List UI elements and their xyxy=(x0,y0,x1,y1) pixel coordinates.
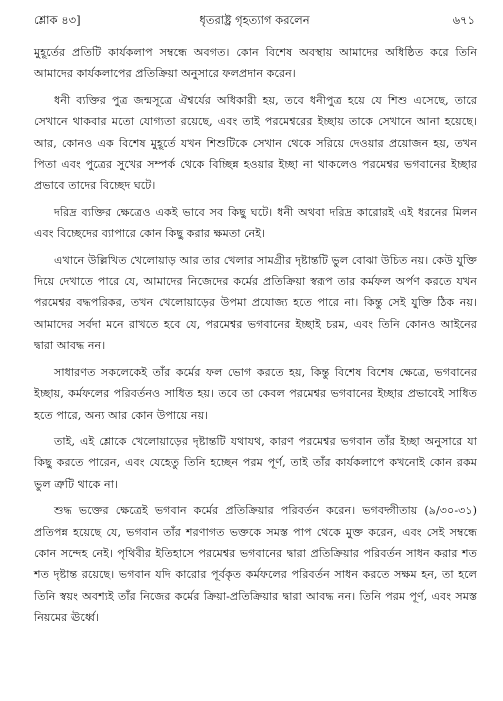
paragraph: এখানে উল্লিখিত খেলোয়াড় আর তার খেলার সামগ্রীর দৃষ্টান্তটি ভুল বোঝা উচিত নয়। কেউ যুক্তি দিয়ে দেখাতে পারে যে, আমাদের নিজেদের কর্মের প্রতিক্রিয়া স্বরূপ তার কর্মফল অর্পণ করতে যখন পরমেশ্বর বদ্ধপরিকর, তখন খেলোয়াড়ের উপমা প্রযোজ্য হতে পারে না। কিন্তু সেই যুক্তি ঠিক নয়। আমাদের সর্বদা মনে রাখতে হবে যে, পরমেশ্বর ভগবানের ইচ্ছাই চরম, এবং তিনি কোনও আইনের দ্বারা আবদ্ধ নন। xyxy=(34,253,477,353)
verse-reference: শ্লোক ৪৩] xyxy=(34,13,81,27)
body-text xyxy=(34,42,477,634)
running-header xyxy=(34,10,475,30)
paragraph: ধনী ব্যক্তির পুত্র জন্মসূত্রে ঐশ্বর্যের অধিকারী হয়, তবে ধনীপুত্র হয়ে যে শিশু এসেছে, তারে সেখানে থাকবার মতো যোগ্যতা রয়েছে, এবং তাই পরমেশ্বরের ইচ্ছায় তাকে সেখানে আনা হয়েছে। আর, কোনও এক বিশেষ মুহূর্তে যখন শিশুটিকে সেখান থেকে সরিয়ে দেওয়ার প্রয়োজন হয়, তখন পিতা এবং পুত্রের সুখের সম্পর্ক থেকে বিচ্ছিন্ন হওয়ার ইচ্ছা না থাকলেও পরমেশ্বর ভগবানের ইচ্ছার প্রভাবে তাদের বিচ্ছেদ ঘটে। xyxy=(34,93,477,193)
paragraph: শুদ্ধ ভক্তের ক্ষেত্রেই ভগবান কর্মের প্রতিক্রিয়ার পরিবর্তন করেন। ভগবদ্গীতায় (৯/৩০-৩১) প্রতিপন্ন হয়েছে যে, ভগবান তাঁর শরণাগত ভক্তকে সমস্ত পাপ থেকে মুক্ত করেন, এবং সেই সম্বন্ধে কোন সন্দেহ নেই। পৃথিবীর ইতিহাসে পরমেশ্বর ভগবানের দ্বারা প্রতিক্রিয়ার পরিবর্তন সাধন করার শত শত দৃষ্টান্ত রয়েছে। ভগবান যদি কারোর পূর্বকৃত কর্মফলের পরিবর্তন সাধন করতে সক্ষম হন, তা হলে তিনি স্বয়ং অবশ্যই তাঁর নিজের কর্মের ক্রিয়া-প্রতিক্রিয়ার দ্বারা আবদ্ধ নন। তিনি পরম পূর্ণ, এবং সমস্ত নিয়মের ঊর্ধ্বে। xyxy=(34,504,477,625)
paragraph: সাধারণত সকলেকেই তাঁর কর্মের ফল ভোগ করতে হয়, কিন্তু বিশেষ বিশেষ ক্ষেত্রে, ভগবানের ইচ্ছায়, কর্মফলের পরিবর্তনও সাধিত হয়। তবে তা কেবল পরমেশ্বর ভগবানের ইচ্ছার প্রভাবেই সাধিত হতে পারে, অন্য আর কোন উপায়ে নয়। xyxy=(34,365,477,422)
paragraph: মুহূর্তের প্রতিটি কার্যকলাপ সম্বন্ধে অবগত। কোন বিশেষ অবস্থায় আমাদের অধিষ্ঠিত করে তিনি আমাদের কার্যকলাপের প্রতিক্রিয়া অনুসারে ফলপ্রদান করেন। xyxy=(34,46,477,81)
chapter-title: ধৃতরাষ্ট্র গৃহত্যাগ করলেন xyxy=(199,13,310,27)
page-number: ৬৭১ xyxy=(452,13,475,27)
paragraph: দরিদ্র ব্যক্তির ক্ষেত্রেও একই ভাবে সব কিছু ঘটে। ধনী অথবা দরিদ্র কারোরই এই ধরনের মিলন এবং বিচ্ছেদের ব্যাপারে কোন কিছু করার ক্ষমতা নেই। xyxy=(34,205,477,241)
paragraph: তাই, এই শ্লোকে খেলোয়াড়ের দৃষ্টান্তটি যথাযথ, কারণ পরমেশ্বর ভগবান তাঁর ইচ্ছা অনুসারে যা কিছু করতে পারেন, এবং যেহেতু তিনি হচ্ছেন পরম পূর্ণ, তাই তাঁর কার্যকলাপে কখনোই কোন রকম ভুল ত্রুটি থাকে না। xyxy=(34,434,477,491)
